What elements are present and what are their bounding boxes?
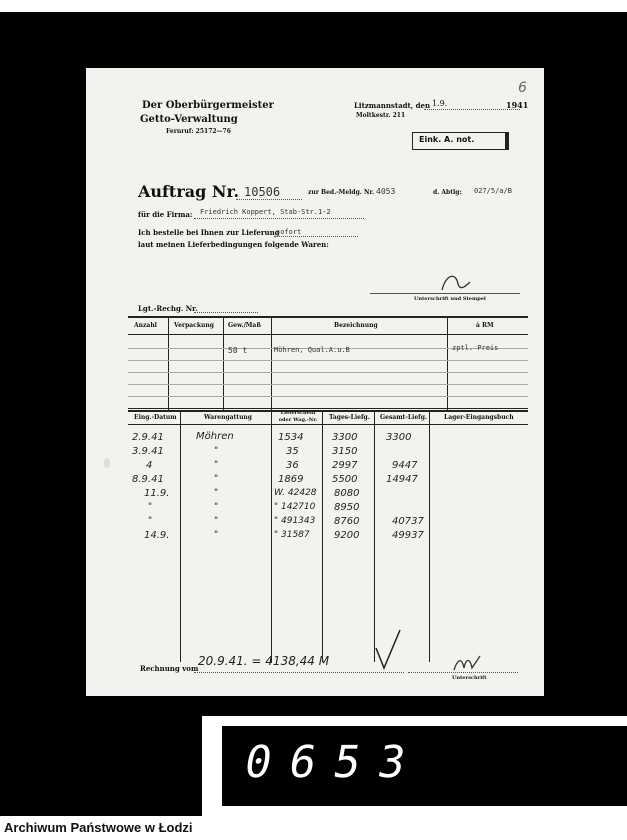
ledger-label: Lgt.-Rechg. Nr. xyxy=(138,304,198,313)
city-date-label: Litzmannstadt, den xyxy=(354,101,431,110)
header-lieferschein-text: Lieferschein oder Wag.-Nr. xyxy=(278,410,318,423)
firm-label: für die Firma: xyxy=(138,210,193,219)
delivery-goods: " xyxy=(214,446,219,456)
invoice-value: 20.9.41. = 4138,44 M xyxy=(198,654,330,668)
item-description: Möhren, Qual.A.u.B xyxy=(274,346,350,354)
order-number: 10506 xyxy=(244,185,281,199)
item-weight: 50 t xyxy=(228,346,248,355)
delivery-goods: " xyxy=(214,516,219,526)
invoice-label: Rechnung vom xyxy=(140,664,199,673)
handwritten-signature-bottom xyxy=(450,652,490,674)
signature-stamp-label: Unterschrift und Stempel xyxy=(414,296,486,302)
delivery-goods: " xyxy=(214,488,219,498)
delivery-total: 14947 xyxy=(386,474,418,485)
delivery-waybill: 1869 xyxy=(278,474,304,485)
stamp-text: Eink. A. not. xyxy=(419,135,475,144)
delivery-daily: 3150 xyxy=(332,446,358,457)
header-tages-lieferung: Tages-Liefg. xyxy=(329,414,370,421)
header-eingang-datum: Eing.-Datum xyxy=(134,414,177,421)
delivery-daily: 8760 xyxy=(334,516,360,527)
delivery-date: 14.9. xyxy=(144,530,170,541)
header-gesamt-lieferung: Gesamt-Liefg. xyxy=(380,414,427,421)
archive-name: Archiwum Państwowe w Łodzi xyxy=(4,820,193,835)
delivery-waybill: W. 42428 xyxy=(274,488,317,498)
delivery-daily: 9200 xyxy=(334,530,360,541)
corner-mark: 6 xyxy=(518,80,527,96)
delivery-waybill: 1534 xyxy=(278,432,304,443)
archive-footer xyxy=(0,816,627,840)
delivery-goods: " xyxy=(214,474,219,484)
document-sheet xyxy=(86,68,544,696)
department-name: Getto-Verwaltung xyxy=(140,114,238,125)
reference-number: 4053 xyxy=(376,187,396,196)
phone-number: Fernruf: 25172—76 xyxy=(166,128,231,135)
date-value: 1.9. xyxy=(432,99,448,108)
header-bezeichnung: Bezeichnung xyxy=(334,322,378,329)
delivery-date: 3.9.41 xyxy=(132,446,164,457)
header-preis: à RM xyxy=(476,322,494,329)
department-label: d. Abtlg: xyxy=(433,189,462,196)
terms-line: laut meinen Lieferbedingungen folgende Waren: xyxy=(138,240,329,249)
delivery-total: 9447 xyxy=(392,460,418,471)
check-mark-icon xyxy=(374,628,404,672)
punch-hole xyxy=(104,458,110,468)
order-title: Auftrag Nr. xyxy=(138,182,240,201)
delivery-waybill: " 31587 xyxy=(274,530,310,540)
delivery-daily: 2997 xyxy=(332,460,358,471)
authority-name: Der Oberbürgermeister xyxy=(142,100,274,111)
delivery-date: 8.9.41 xyxy=(132,474,164,485)
delivery-total: 40737 xyxy=(392,516,424,527)
header-lieferschein xyxy=(274,410,322,424)
delivery-waybill: " 142710 xyxy=(274,502,316,512)
order-when: sofort xyxy=(276,228,302,236)
address: Moltkestr. 211 xyxy=(356,112,406,119)
header-warengattung: Warengattung xyxy=(204,414,252,421)
department-value: 027/5/a/B xyxy=(474,187,512,195)
reference-label: zur Bed.-Meldg. Nr. xyxy=(308,189,375,196)
firm-value: Friedrich Koppert, Stab-Str.1-2 xyxy=(200,208,331,216)
delivery-date: 2.9.41 xyxy=(132,432,164,443)
delivery-total: 3300 xyxy=(386,432,412,443)
delivery-daily: 5500 xyxy=(332,474,358,485)
delivery-daily: 8080 xyxy=(334,488,360,499)
item-price: zptl. Preis xyxy=(452,344,499,352)
delivery-date: " xyxy=(148,502,153,512)
delivery-date: 4 xyxy=(146,460,153,471)
delivery-daily: 3300 xyxy=(332,432,358,443)
delivery-goods: " xyxy=(214,460,219,470)
delivery-date: 11.9. xyxy=(144,488,170,499)
header-verpackung: Verpackung xyxy=(174,322,214,329)
entry-stamp xyxy=(412,132,509,150)
delivery-goods: " xyxy=(214,502,219,512)
delivery-waybill: 36 xyxy=(286,460,299,471)
delivery-waybill: " 491343 xyxy=(274,516,316,526)
film-border-top xyxy=(0,0,627,12)
signature-label: Unterschrift xyxy=(452,675,487,681)
delivery-date: " xyxy=(148,516,153,526)
frame-number: 0653 xyxy=(240,737,428,788)
delivery-waybill: 35 xyxy=(286,446,299,457)
delivery-total: 49937 xyxy=(392,530,424,541)
delivery-goods: " xyxy=(214,530,219,540)
header-lager-eingangsbuch: Lager-Eingangsbuch xyxy=(444,414,514,421)
delivery-goods: Möhren xyxy=(196,431,234,442)
delivery-daily: 8950 xyxy=(334,502,360,513)
order-line: Ich bestelle bei Ihnen zur Lieferung xyxy=(138,228,280,237)
header-anzahl: Anzahl xyxy=(134,322,157,329)
header-gewicht: Gew./Maß xyxy=(228,322,261,329)
year-value: 1941 xyxy=(506,100,529,110)
